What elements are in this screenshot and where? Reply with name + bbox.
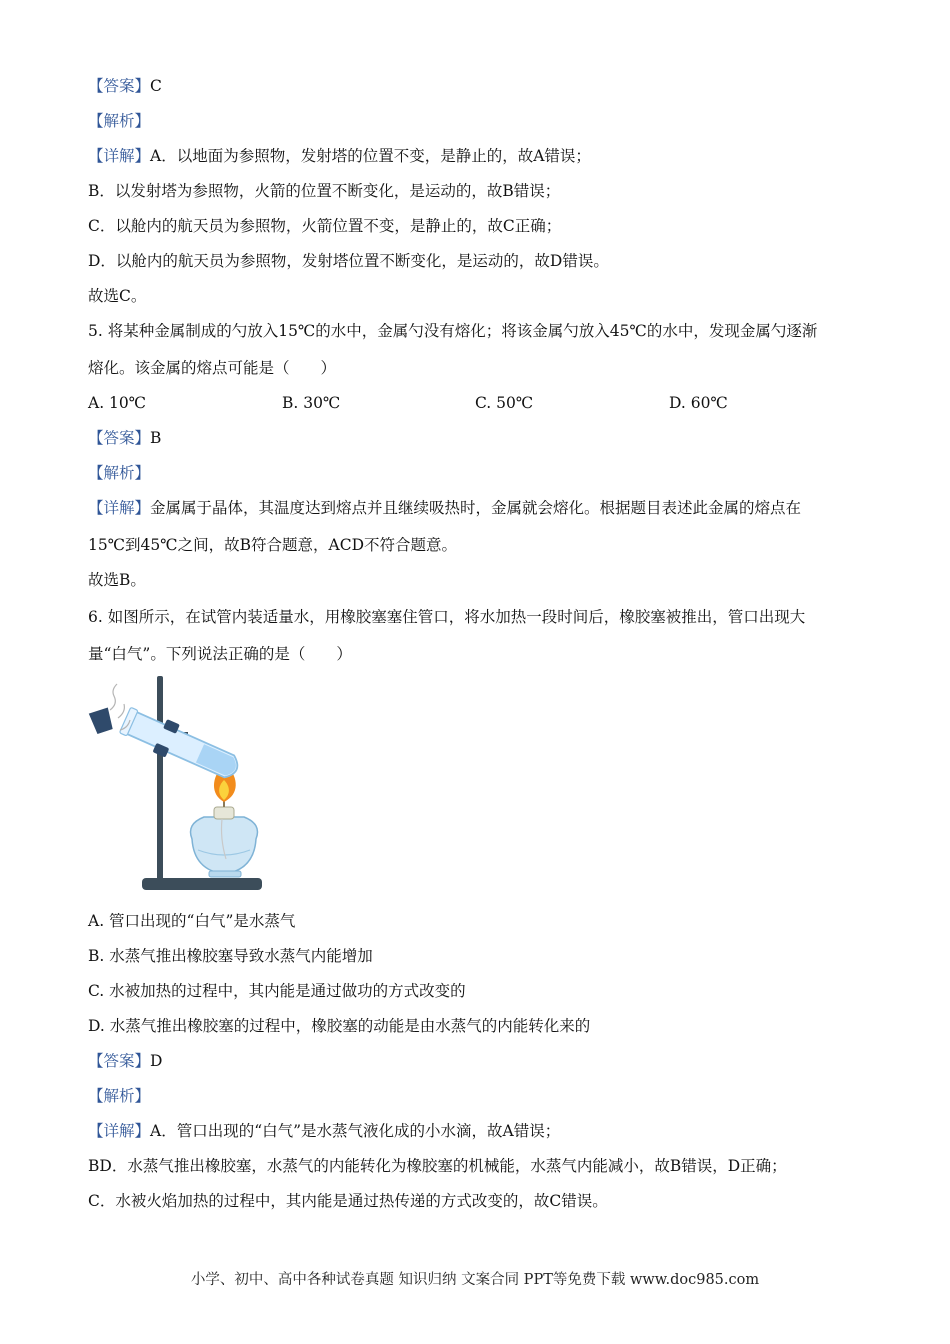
q6-stem-1: 6. 如图所示，在试管内装适量水，用橡胶塞塞住管口，将水加热一段时间后，橡胶塞被推出，管口出现大 — [88, 608, 806, 626]
q5-option-a: A. 10℃ — [88, 394, 147, 412]
q5-option-b: B. 30℃ — [282, 394, 341, 412]
detail-tag: 【详解】 — [88, 147, 151, 165]
q4-detail-d: D．以舱内的航天员为参照物，发射塔位置不断变化，是运动的，故D错误。 — [88, 252, 609, 270]
q6-detail-3: C．水被火焰加热的过程中，其内能是通过热传递的方式改变的，故C错误。 — [88, 1192, 608, 1210]
q5-option-d: D. 60℃ — [669, 394, 728, 412]
q4-detail-line — [88, 145, 591, 167]
q5-detail-2: 15℃到45℃之间，故B符合题意，ACD不符合题意。 — [88, 536, 457, 554]
q6-option-d: D. 水蒸气推出橡胶塞的过程中，橡胶塞的动能是由水蒸气的内能转化来的 — [88, 1017, 591, 1035]
q5-conclusion: 故选B。 — [88, 571, 146, 589]
alcohol-lamp-cap — [214, 807, 234, 819]
q5-answer-line — [88, 427, 161, 449]
q5-stem-1: 5. 将某种金属制成的勺放入15℃的水中，金属勺没有熔化；将该金属勺放入45℃的水中，发现金属勺逐渐 — [88, 322, 818, 340]
alcohol-lamp-body — [191, 817, 258, 874]
answer-tag: 【答案】 — [88, 429, 151, 447]
q4-detail-b: B．以发射塔为参照物，火箭的位置不断变化，是运动的，故B错误； — [88, 182, 561, 200]
detail-text: A．以地面为参照物，发射塔的位置不变，是静止的，故A错误； — [150, 147, 591, 165]
test-tube-heating-figure — [84, 674, 274, 896]
detail-tag: 【详解】 — [88, 499, 151, 517]
stand-rod — [157, 676, 163, 882]
q6-detail-line — [88, 1120, 560, 1142]
q5-stem-2: 熔化。该金属的熔点可能是（ ） — [88, 359, 337, 377]
q5-option-c: C. 50℃ — [475, 394, 534, 412]
q6-stem-2: 量“白气”。下列说法正确的是（ ） — [88, 645, 352, 663]
q6-option-c: C. 水被加热的过程中，其内能是通过做功的方式改变的 — [88, 982, 466, 1000]
q6-detail-2: BD．水蒸气推出橡胶塞，水蒸气的内能转化为橡胶塞的机械能，水蒸气内能减小，故B错误，D正确； — [88, 1157, 787, 1175]
test-tube — [118, 704, 244, 787]
detail-tag: 【详解】 — [88, 1122, 151, 1140]
answer-value: B — [150, 429, 162, 447]
steam-lines — [110, 684, 117, 710]
detail-text: 金属属于晶体，其温度达到熔点并且继续吸热时，金属就会熔化。根据题目表述此金属的熔点在 — [150, 499, 802, 517]
q6-option-b: B. 水蒸气推出橡胶塞导致水蒸气内能增加 — [88, 947, 373, 965]
page-footer: 小学、初中、高中各种试卷真题 知识归纳 文案合同 PPT等免费下载 www.doc985.com — [190, 1272, 760, 1288]
answer-value: C — [150, 77, 162, 95]
answer-tag: 【答案】 — [88, 77, 151, 95]
detail-text: A．管口出现的“白气”是水蒸气液化成的小水滴，故A错误； — [150, 1122, 561, 1140]
q6-option-a: A. 管口出现的“白气”是水蒸气 — [88, 912, 296, 930]
q5-detail-line — [88, 497, 801, 519]
q4-answer-line — [88, 75, 162, 97]
q4-analysis-tag: 【解析】 — [88, 112, 151, 130]
q4-conclusion: 故选C。 — [88, 287, 147, 305]
rubber-stopper — [89, 707, 115, 734]
answer-value: D — [150, 1052, 163, 1070]
q4-detail-c: C．以舱内的航天员为参照物，火箭位置不变，是静止的，故C正确； — [88, 217, 562, 235]
q6-analysis-tag: 【解析】 — [88, 1087, 151, 1105]
answer-tag: 【答案】 — [88, 1052, 151, 1070]
q5-analysis-tag: 【解析】 — [88, 464, 151, 482]
q6-answer-line — [88, 1050, 162, 1072]
